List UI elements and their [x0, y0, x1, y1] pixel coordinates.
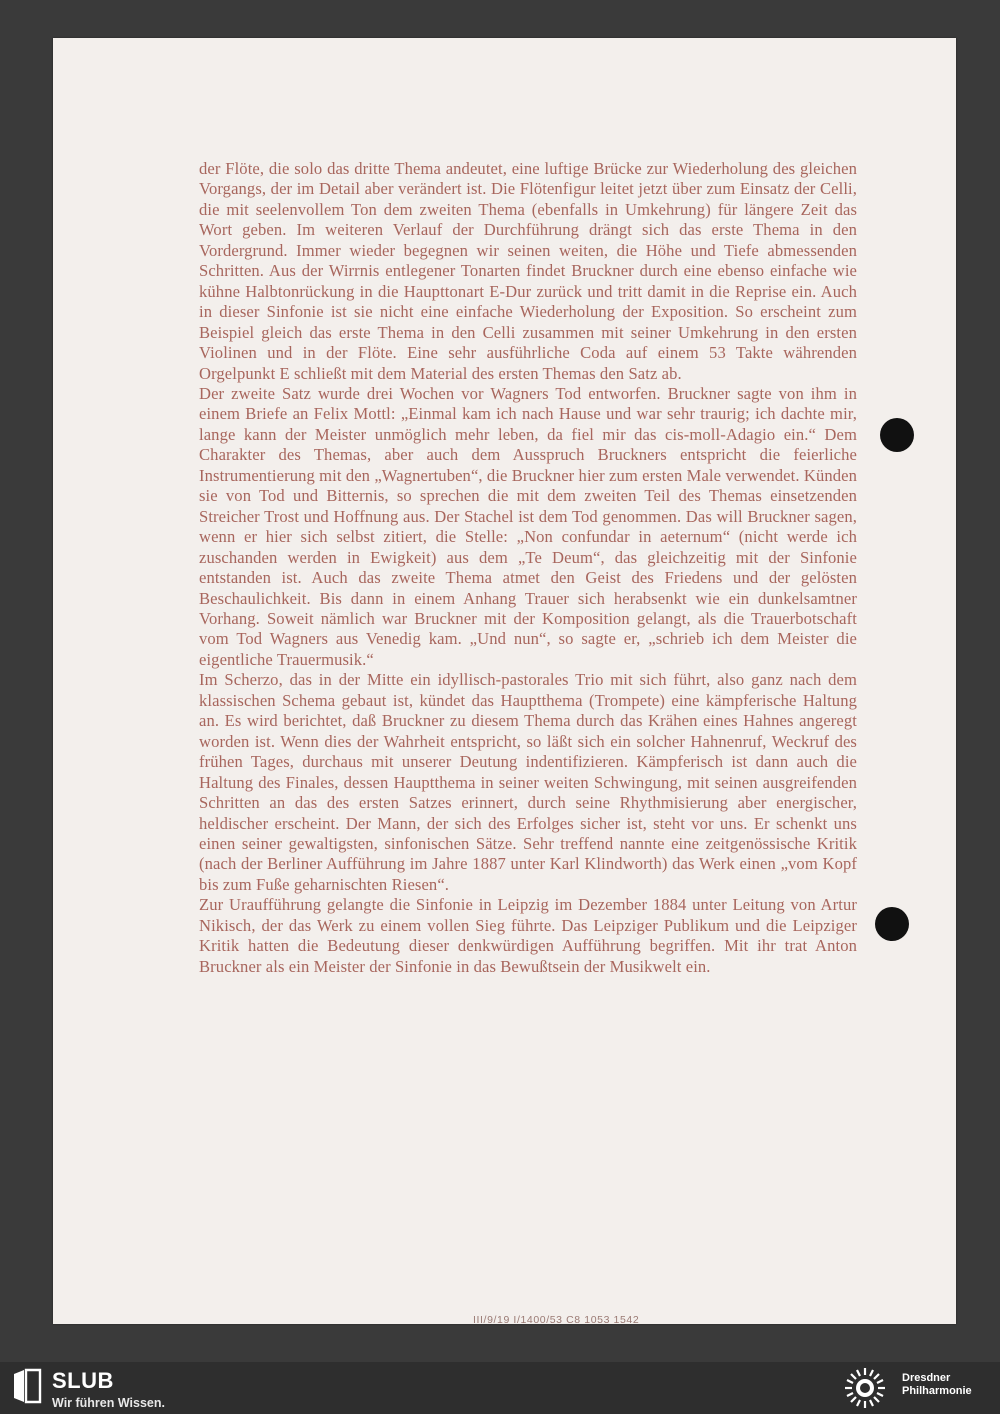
slub-tagline: Wir führen Wissen. [52, 1396, 165, 1410]
partner-name[interactable] [902, 1372, 972, 1398]
punch-hole-bottom [875, 907, 909, 941]
body-text [199, 159, 857, 977]
partner-name-line2: Philharmonie [902, 1385, 972, 1397]
punch-hole-top [880, 418, 914, 452]
print-code: III/9/19 I/1400/53 C8 1053 1542 [473, 1314, 640, 1326]
partner-name-line1: Dresdner [902, 1372, 951, 1384]
dresdner-philharmonie-logo-icon[interactable] [838, 1366, 892, 1410]
slub-name[interactable]: SLUB [52, 1368, 114, 1393]
slub-logo-icon[interactable] [12, 1368, 42, 1404]
paragraph-1: der Flöte, die solo das dritte Thema andeutet, eine luftige Brücke zur Wiederholung des gleichen Vorgangs, der im Detail aber verändert ist. Die Flötenfigur leitet jetzt über zum Einsatz der Celli, die mit seelenvollem Ton dem zweiten Thema (ebenfalls in Umkehrung) für längere Zeit das Wort geben. Im weiteren Verlauf der Durchführung drängt sich das erste Thema in den Vordergrund. Immer wieder begegnen wir seinen weiten, die Höhe und Tiefe abmessenden Schritten. Aus der Wirrnis entlegener Tonarten findet Bruckner durch eine ebenso einfache wie kühne Halbtonrückung in die Haupttonart E-Dur zurück und tritt damit in die Reprise ein. Auch in dieser Sinfonie ist sie nicht eine einfache Wiederholung der Exposition. So erscheint zum Beispiel gleich das erste Thema in den Celli zusammen mit seiner Umkehrung in den ersten Violinen und in der Flöte. Eine sehr ausführliche Coda auf einem 53 Takte währenden Orgelpunkt E schließt mit dem Material des ersten Themas den Satz ab. [199, 159, 857, 383]
document-page [53, 38, 956, 1324]
paragraph-4: Zur Uraufführung gelangte die Sinfonie in Leipzig im Dezember 1884 unter Leitung von Artur Nikisch, der das Werk zu einem vollen Sieg führte. Das Leipziger Publikum und die Leipziger Kritik hatten die Bedeutung dieser denkwürdigen Aufführung begriffen. Mit ihr trat Anton Bruckner als ein Meister der Sinfonie in das Bewußtsein der Musikwelt ein. [199, 895, 857, 976]
paragraph-2: Der zweite Satz wurde drei Wochen vor Wagners Tod entworfen. Bruckner sagte von ihm in einem Briefe an Felix Mottl: „Einmal kam ich nach Hause und war sehr traurig; ich dachte mir, lange kann der Meister unmöglich mehr leben, da fiel mir das cis-moll-Adagio ein.“ Dem Charakter des Themas, aber auch dem Ausspruch Bruckners entspricht die feierliche Instrumentierung mit den „Wagnertuben“, die Bruckner hier zum ersten Male verwendet. Künden sie von Tod und Bitternis, so sprechen die mit dem zweiten Teil des Themas einsetzenden Streicher Trost und Hoffnung aus. Der Stachel ist dem Tod genommen. Das will Bruckner sagen, wenn er hier sich selbst zitiert, die Stelle: „Non confundar in aeternum“ (nicht werde ich zuschanden werden in Ewigkeit) aus dem „Te Deum“, das gleichzeitig mit der Sinfonie entstanden ist. Auch das zweite Thema atmet den Geist des Friedens und der gelösten Beschaulichkeit. Bis dann in einem Anhang Trauer sich herabsenkt wie ein dunkelsamtner Vorhang. Soweit nämlich war Bruckner mit der Komposition gelangt, als die Trauerbotschaft vom Tod Wagners aus Venedig kam. „Und nun“, so sagte er, „schrieb ich dem Meister die eigentliche Trauermusik.“ [199, 383, 857, 669]
paragraph-3: Im Scherzo, das in der Mitte ein idyllisch-pastorales Trio mit sich führt, also ganz nach dem klassischen Schema gebaut ist, kündet das Hauptthema (Trompete) eine kämpferische Haltung an. Es wird berichtet, daß Bruckner zu diesem Thema durch das Krähen eines Hahnes angeregt worden ist. Wenn dies der Wahrheit entspricht, so läßt sich ein solcher Hahnenruf, Weckruf des frühen Tages, durchaus mit unserer Deutung indentifizieren. Kämpferisch ist dann auch die Haltung des Finales, dessen Hauptthema in seiner weiten Schwingung, mit seinen ausgreifenden Schritten an das des ersten Satzes erinnert, durch seine Rhythmisierung aber energischer, heldischer erscheint. Der Mann, der sich des Erfolges sicher ist, steht vor uns. Er schenkt uns einen seiner gewaltigsten, sinfonischen Sätze. Sehr treffend nannte eine zeitgenössische Kritik (nach der Berliner Aufführung im Jahre 1887 unter Karl Klindworth) das Werk einen „vom Kopf bis zum Fuße geharnischten Riesen“. [199, 670, 857, 894]
viewer-footer-bar [0, 1362, 1000, 1414]
